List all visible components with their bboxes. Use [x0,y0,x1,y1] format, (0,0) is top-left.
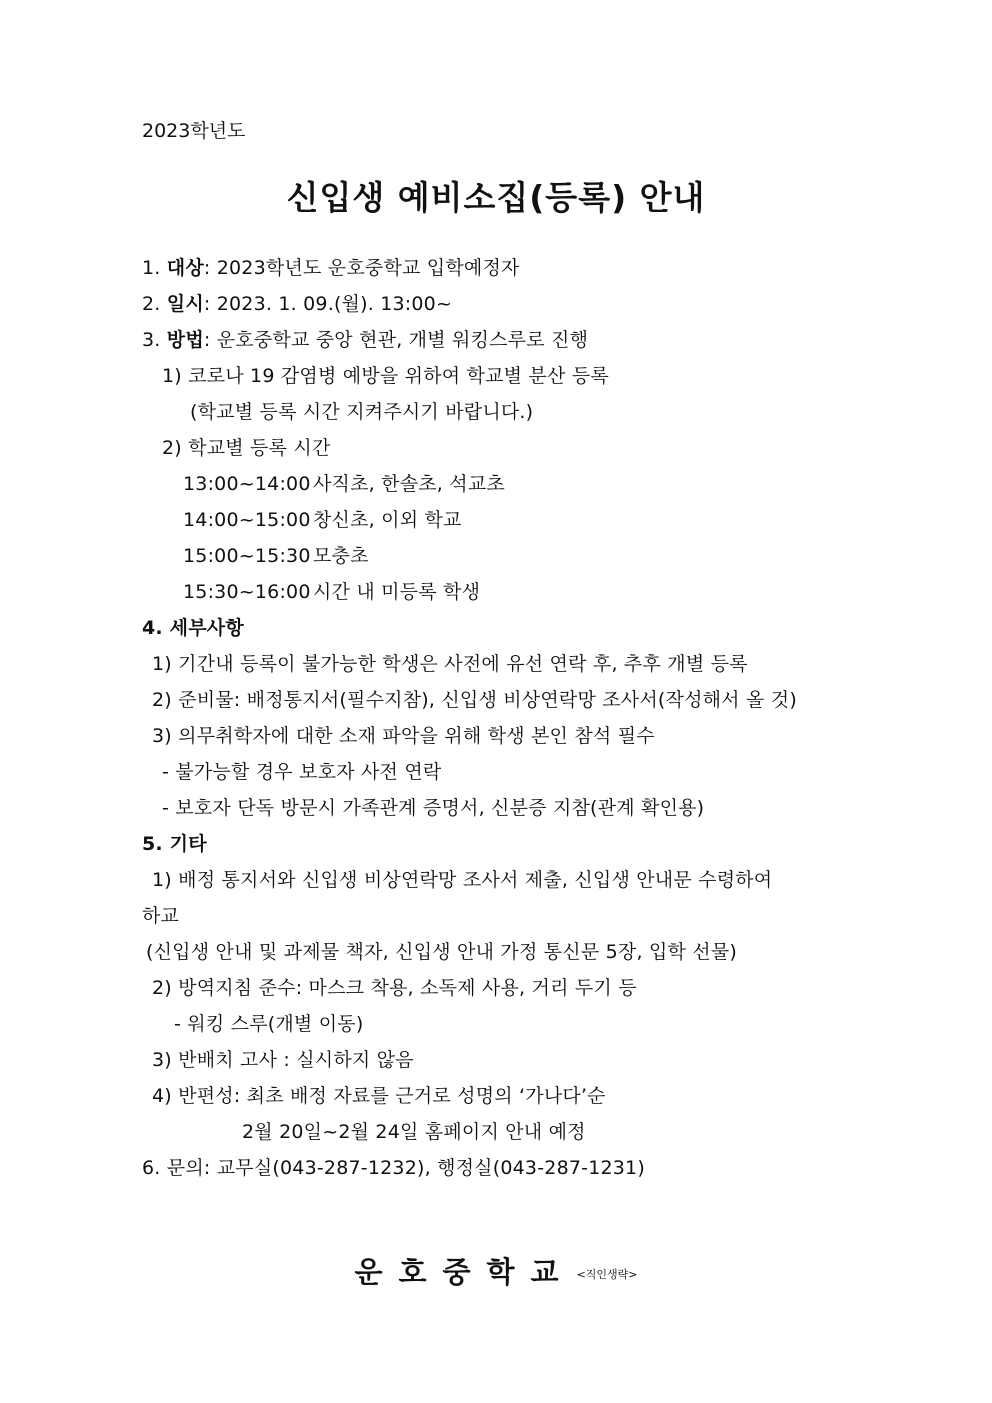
section-3-item-2: 2) 학교별 등록 시간 [162,437,331,459]
section-2 [142,291,452,317]
school-name: 운호중학교 [354,1255,575,1289]
section-5-item-1: 1) 배정 통지서와 신입생 비상연락망 조사서 제출, 신입생 안내문 수령하여 [152,869,773,891]
section-4-item-3-sub-a: - 불가능할 경우 보호자 사전 연락 [162,761,442,783]
section-5-item-2: 2) 방역지침 준수: 마스크 착용, 소독제 사용, 거리 두기 등 [152,977,637,999]
schedule-row [183,471,505,497]
schedule-row [183,579,480,605]
footer-signature [0,1250,992,1291]
section-3-item-1: 1) 코로나 19 감염병 예방을 위하여 학교별 분산 등록 [162,365,609,387]
document-title: 신입생 예비소집(등록) 안내 [286,178,706,217]
section-2-number: 2. [142,293,161,315]
section-3 [142,327,588,353]
section-1-number: 1. [142,257,161,279]
schedule-row [183,507,462,533]
section-6-contact: 6. 문의: 교무실(043-287-1232), 행정실(043-287-1231) [142,1157,645,1179]
section-3-text: : 운호중학교 중앙 현관, 개별 워킹스루로 진행 [203,329,589,351]
section-1-text: : 2023학년도 운호중학교 입학예정자 [203,257,520,279]
section-1 [142,255,520,281]
section-5-heading: 5. 기타 [142,833,207,855]
section-5-item-1-note: (신입생 안내 및 과제물 책자, 신입생 안내 가정 통신문 5장, 입학 선물) [146,941,738,963]
section-5-item-4-note: 2월 20일~2월 24일 홈페이지 안내 예정 [242,1121,586,1143]
section-5-item-1-continued: 하교 [142,905,180,927]
section-4-heading: 4. 세부사항 [142,617,244,639]
schedule-time: 15:30~16:00 [183,581,311,603]
seal-omitted-note: <직인생략> [576,1268,638,1281]
section-3-number: 3. [142,329,161,351]
section-3-item-1-note: (학교별 등록 시간 지켜주시기 바랍니다.) [190,401,534,423]
schedule-time: 13:00~14:00 [183,473,311,495]
section-4-item-2: 2) 준비물: 배정통지서(필수지참), 신입생 비상연락망 조사서(작성해서 올 것) [152,689,797,711]
schedule-row [183,543,369,569]
section-4-item-3-sub-b: - 보호자 단독 방문시 가족관계 증명서, 신분증 지참(관계 확인용) [162,797,705,819]
section-5-item-2-sub: - 워킹 스루(개별 이동) [174,1013,364,1035]
section-2-label: 일시 [166,293,204,315]
section-3-label: 방법 [166,329,204,351]
schedule-schools: 모충초 [313,545,369,567]
schedule-time: 14:00~15:00 [183,509,311,531]
schedule-time: 15:00~15:30 [183,545,311,567]
school-year: 2023학년도 [142,120,246,142]
schedule-schools: 창신초, 이외 학교 [313,509,462,531]
section-4-item-3: 3) 의무취학자에 대한 소재 파악을 위해 학생 본인 참석 필수 [152,725,655,747]
section-5-item-4: 4) 반편성: 최초 배정 자료를 근거로 성명의 ‘가나다’순 [152,1085,606,1107]
schedule-schools: 사직초, 한솔초, 석교초 [313,473,505,495]
section-2-text: : 2023. 1. 09.(월). 13:00~ [203,293,453,315]
section-1-label: 대상 [166,257,204,279]
section-4-item-1: 1) 기간내 등록이 불가능한 학생은 사전에 유선 연락 후, 추후 개별 등록 [152,653,748,675]
schedule-schools: 시간 내 미등록 학생 [313,581,481,603]
section-5-item-3: 3) 반배치 고사 : 실시하지 않음 [152,1049,414,1071]
